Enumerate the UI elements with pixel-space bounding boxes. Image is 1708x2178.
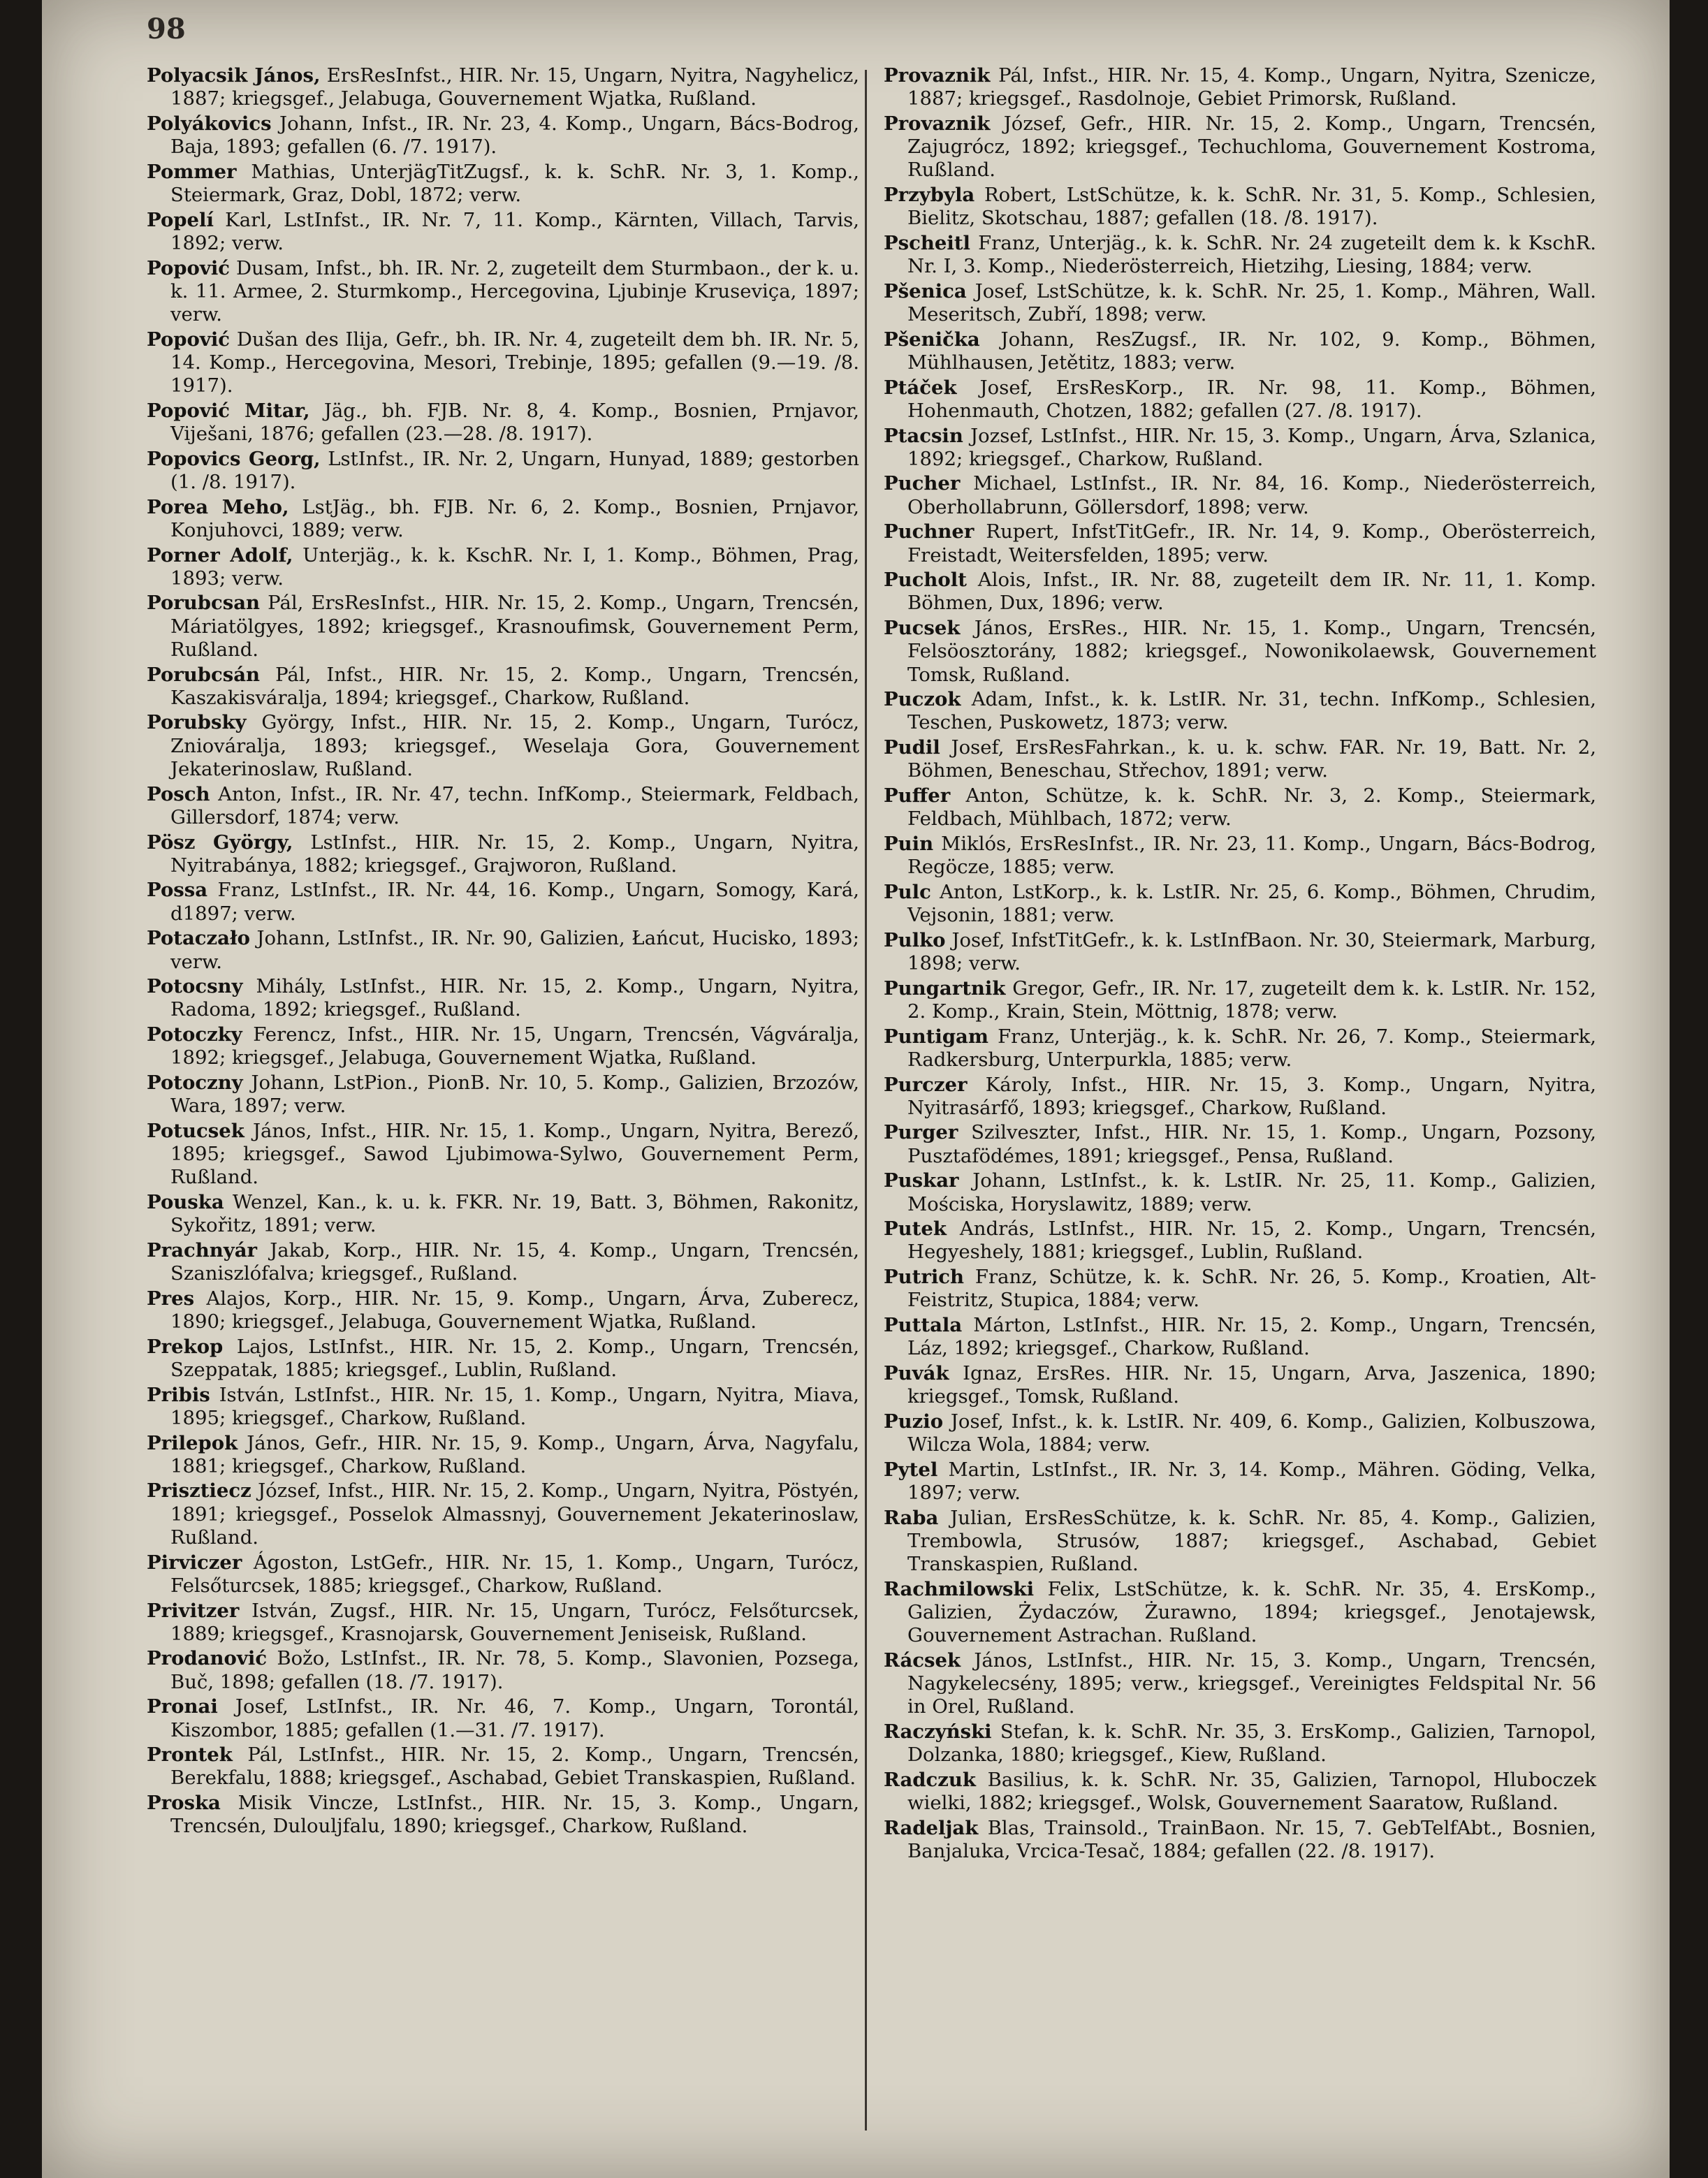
casualty-entry [884, 617, 1596, 687]
casualty-entry [884, 1218, 1596, 1264]
entry-details: Pál, Infst., HIR. Nr. 15, 4. Komp., Ungarn, Nyitra, Szenicze, 1887; kriegsgef., Rasdolnoje, Gebiet Primorsk, Rußland. [907, 64, 1596, 110]
entry-surname: Pucher [884, 472, 961, 495]
entry-surname: Puvák [884, 1361, 949, 1384]
casualty-entry [147, 328, 859, 398]
casualty-entry [884, 1314, 1596, 1360]
casualty-entry [884, 1578, 1596, 1648]
entry-details: Pál, ErsResInfst., HIR. Nr. 15, 2. Komp., Ungarn, Trencsén, Máriatölgyes, 1892; kriegsgef., Krasnoufimsk, Gouvernement Perm, Rußland. [170, 592, 860, 661]
casualty-entry [884, 929, 1596, 975]
entry-surname: Puin [884, 833, 934, 855]
casualty-entry [884, 1459, 1596, 1505]
casualty-entry [884, 280, 1596, 326]
casualty-entry [147, 1072, 859, 1118]
entry-surname: Popović Mitar, [147, 399, 310, 422]
casualty-entry [147, 1600, 859, 1646]
entry-details: Basilius, k. k. SchR. Nr. 35, Galizien, Tarnopol, Hluboczek wielki, 1882; kriegsgef., Wolsk, Gouvernement Saaratow, Rußland. [907, 1768, 1597, 1815]
entry-details: Lajos, LstInfst., HIR. Nr. 15, 2. Komp., Ungarn, Trencsén, Szeppatak, 1885; kriegsgef., Lublin, Rußland. [170, 1335, 859, 1381]
entry-details: Felix, LstSchütze, k. k. SchR. Nr. 35, 4. ErsKomp., Galizien, Żydaczów, Żurawno, 1894; kriegsgef., Jenotajewsk, Gouvernement Astrachan. Rußland. [907, 1577, 1596, 1647]
entry-details: ErsResInfst., HIR. Nr. 15, Ungarn, Nyitra, Nagyhelicz, 1887; kriegsgef., Jelabuga, Gouvernement Wjatka, Rußland. [170, 64, 859, 110]
entry-surname: Przybyla [884, 184, 975, 207]
casualty-entry [147, 161, 859, 207]
entry-details: Adam, Infst., k. k. LstIR. Nr. 31, techn. InfKomp., Schlesien, Teschen, Puskowetz, 1873; verw. [907, 688, 1596, 734]
entry-surname: Potoczny [147, 1072, 243, 1095]
entry-surname: Prisztiecz [147, 1479, 251, 1503]
casualty-entry [884, 232, 1596, 278]
entry-surname: Putrich [884, 1266, 965, 1289]
entry-details: Ferencz, Infst., HIR. Nr. 15, Ungarn, Trencsén, Vágváralja, 1892; kriegsgef., Jelabuga, Gouvernement Wjatka, Rußland. [170, 1023, 859, 1069]
casualty-entry [884, 569, 1596, 615]
casualty-entry [147, 1647, 859, 1693]
casualty-entry [884, 784, 1596, 831]
entry-surname: Purczer [884, 1073, 968, 1096]
entry-surname: Prilepok [147, 1431, 238, 1454]
entry-surname: Privitzer [147, 1599, 240, 1622]
casualty-entry [147, 1695, 859, 1741]
entry-details: Franz, Unterjäg., k. k. SchR. Nr. 26, 7. Komp., Steiermark, Radkersburg, Unterpurkla, 1885; verw. [907, 1025, 1596, 1071]
entry-surname: Posch [147, 782, 210, 805]
entry-details: Pál, Infst., HIR. Nr. 15, 2. Komp., Ungarn, Trencsén, Kaszakisváralja, 1894; kriegsgef., Charkow, Rußland. [170, 663, 860, 709]
entry-surname: Porubsky [147, 711, 247, 734]
entry-details: Miklós, ErsResInfst., IR. Nr. 23, 11. Komp., Ungarn, Bács-Bodrog, Regöcze, 1885; verw. [907, 833, 1596, 879]
entry-surname: Pouska [147, 1191, 224, 1214]
entry-details: János, ErsRes., HIR. Nr. 15, 1. Komp., Ungarn, Trencsén, Felsöosztorány, 1882; kriegsgef., Nowonikolaewsk, Gouvernement Tomsk, Rußland. [907, 617, 1596, 686]
entry-surname: Provaznik [884, 112, 991, 135]
entry-details: Misik Vincze, LstInfst., HIR. Nr. 15, 3. Komp., Ungarn, Trencsén, Dulouljfalu, 1890; kriegsgef., Charkow, Rußland. [170, 1792, 859, 1838]
entry-surname: Polyákovics [147, 112, 272, 135]
entry-surname: Pungartnik [884, 977, 1006, 1000]
entry-surname: Radeljak [884, 1816, 979, 1839]
entry-details: Mihály, LstInfst., HIR. Nr. 15, 2. Komp., Ungarn, Nyitra, Radoma, 1892; kriegsgef., Rußland. [170, 975, 859, 1021]
casualty-entry [884, 328, 1596, 374]
casualty-entry [884, 1649, 1596, 1719]
casualty-entry [147, 257, 859, 327]
entry-details: Dušan des Ilija, Gefr., bh. IR. Nr. 4, zugeteilt dem bh. IR. Nr. 5, 14. Komp., Hercegovina, Mesori, Trebinje, 1895; gefallen (9.—19. /8. 1917). [170, 328, 859, 397]
entry-details: Márton, LstInfst., HIR. Nr. 15, 2. Komp., Ungarn, Trencsén, Láz, 1892; kriegsgef., Charkow, Rußland. [907, 1314, 1596, 1360]
entry-surname: Prontek [147, 1744, 233, 1767]
entry-surname: Pösz György, [147, 831, 293, 854]
entry-details: Josef, ErsResKorp., IR. Nr. 98, 11. Komp., Böhmen, Hohenmauth, Chotzen, 1882; gefallen (27. /8. 1917). [907, 376, 1596, 422]
entry-surname: Potucsek [147, 1119, 244, 1142]
entry-details: Johann, LstInfst., k. k. LstIR. Nr. 25, 11. Komp., Galizien, Mościska, Horyslawitz, 1889; verw. [907, 1169, 1597, 1215]
casualty-entry [147, 783, 859, 829]
entry-details: Unterjäg., k. k. KschR. Nr. I, 1. Komp., Böhmen, Prag, 1893; verw. [170, 543, 859, 590]
casualty-entry [884, 1169, 1596, 1215]
entry-surname: Raczyński [884, 1720, 992, 1744]
entry-details: Jakab, Korp., HIR. Nr. 15, 4. Komp., Ungarn, Trencsén, Szaniszlófalva; kriegsgef., Rußland. [170, 1238, 859, 1285]
entry-details: Károly, Infst., HIR. Nr. 15, 3. Komp., Ungarn, Nyitra, Nyitrasárfő, 1893; kriegsgef., Charkow, Rußland. [907, 1073, 1596, 1119]
entry-surname: Porea Meho, [147, 495, 289, 518]
casualty-entry [147, 64, 859, 110]
entry-surname: Pulc [884, 880, 931, 903]
entry-surname: Puzio [884, 1410, 944, 1433]
entry-surname: Puntigam [884, 1025, 988, 1048]
entry-details: Josef, Infst., k. k. LstIR. Nr. 409, 6. Komp., Galizien, Kolbuszowa, Wilcza Wola, 1884; verw. [907, 1410, 1596, 1456]
entry-surname: Pucsek [884, 617, 961, 640]
entry-details: József, Infst., HIR. Nr. 15, 2. Komp., Ungarn, Nyitra, Pöstyén, 1891; kriegsgef., Posselok Almassnyj, Gouvernement Jekaterinoslaw, Rußland. [170, 1479, 859, 1549]
casualty-entry [147, 975, 859, 1021]
casualty-entry [884, 1817, 1596, 1863]
entry-details: Szilveszter, Infst., HIR. Nr. 15, 1. Komp., Ungarn, Pozsony, Pusztafödémes, 1891; kriegsgef., Pensa, Rußland. [907, 1121, 1597, 1167]
entry-surname: Ptacsin [884, 424, 963, 447]
entry-surname: Pres [147, 1287, 195, 1310]
entry-surname: Rachmilowski [884, 1577, 1035, 1600]
entry-surname: Prodanović [147, 1647, 268, 1670]
casualty-entry [147, 209, 859, 255]
entry-surname: Pudil [884, 736, 940, 759]
entry-surname: Puffer [884, 784, 951, 807]
casualty-entry [147, 1023, 859, 1069]
casualty-entry [147, 448, 859, 494]
casualty-entry [147, 1191, 859, 1237]
right-column [884, 64, 1596, 1865]
entry-details: György, Infst., HIR. Nr. 15, 2. Komp., Ungarn, Turócz, Zniováralja, 1893; kriegsgef., Weselaja Gora, Gouvernement Jekaterinoslaw, Rußland. [170, 711, 859, 780]
casualty-entry [884, 1507, 1596, 1577]
entry-surname: Puskar [884, 1169, 959, 1192]
casualty-entry [147, 1479, 859, 1549]
entry-surname: Porubcsan [147, 592, 261, 615]
entry-surname: Rácsek [884, 1649, 961, 1672]
entry-surname: Raba [884, 1506, 939, 1529]
casualty-entry [147, 1239, 859, 1285]
entry-details: Anton, Infst., IR. Nr. 47, techn. InfKomp., Steiermark, Feldbach, Gillersdorf, 1874; verw. [170, 782, 860, 828]
casualty-entry [884, 377, 1596, 423]
entry-surname: Popović [147, 328, 231, 351]
casualty-entry [884, 977, 1596, 1023]
entry-details: Anton, Schütze, k. k. SchR. Nr. 3, 2. Komp., Steiermark, Feldbach, Mühlbach, 1872; verw. [907, 784, 1596, 831]
entry-details: Franz, Unterjäg., k. k. SchR. Nr. 24 zugeteilt dem k. k KschR. Nr. I, 3. Komp., Niederösterreich, Hietzihg, Liesing, 1884; verw. [907, 231, 1596, 278]
casualty-entry [147, 1432, 859, 1478]
entry-details: Anton, LstKorp., k. k. LstIR. Nr. 25, 6. Komp., Böhmen, Chrudim, Vejsonin, 1881; verw. [907, 880, 1596, 927]
casualty-entry [147, 592, 859, 662]
entry-details: Mathias, UnterjägTitZugsf., k. k. SchR. Nr. 3, 1. Komp., Steiermark, Graz, Dobl, 1872; verw. [170, 160, 859, 207]
column-divider [865, 70, 867, 2131]
casualty-entry [884, 112, 1596, 182]
entry-surname: Pulko [884, 928, 946, 951]
casualty-entry [147, 1384, 859, 1430]
entry-surname: Radczuk [884, 1768, 976, 1791]
entry-surname: Pucholt [884, 569, 967, 592]
entry-surname: Provaznik [884, 64, 991, 87]
casualty-entry [147, 1551, 859, 1598]
casualty-entry [884, 1362, 1596, 1408]
left-column [147, 64, 859, 1840]
entry-surname: Porubcsán [147, 663, 261, 686]
entry-details: János, LstInfst., HIR. Nr. 15, 3. Komp., Ungarn, Trencsén, Nagykelecsény, 1895; verw., kriegsgef., Vereinigtes Feldspital Nr. 56 in Orel, Rußland. [907, 1649, 1596, 1718]
casualty-entry [884, 1266, 1596, 1312]
entry-surname: Polyacsik János, [147, 64, 321, 87]
entry-details: János, Gefr., HIR. Nr. 15, 9. Komp., Ungarn, Árva, Nagyfalu, 1881; kriegsgef., Charkow, Rußland. [170, 1431, 859, 1477]
entry-surname: Possa [147, 879, 208, 902]
entry-details: Pál, LstInfst., HIR. Nr. 15, 2. Komp., Ungarn, Trencsén, Berekfalu, 1888; kriegsgef., Aschabad, Gebiet Transkaspien, Rußland. [170, 1744, 859, 1790]
entry-details: Ágoston, LstGefr., HIR. Nr. 15, 1. Komp., Ungarn, Turócz, Felsőturcsek, 1885; kriegsgef., Charkow, Rußland. [170, 1551, 860, 1597]
entry-surname: Potaczało [147, 927, 250, 950]
casualty-entry [884, 472, 1596, 518]
casualty-entry [147, 112, 859, 159]
casualty-entry [884, 736, 1596, 782]
casualty-entry [147, 496, 859, 542]
entry-details: Josef, ErsResFahrkan., k. u. k. schw. FAR. Nr. 19, Batt. Nr. 2, Böhmen, Beneschau, Střechov, 1891; verw. [907, 736, 1596, 782]
entry-details: Jozsef, LstInfst., HIR. Nr. 15, 3. Komp., Ungarn, Árva, Szlanica, 1892; kriegsgef., Charkow, Rußland. [907, 424, 1596, 470]
entry-surname: Proska [147, 1792, 221, 1815]
casualty-entry [884, 1410, 1596, 1456]
casualty-entry [884, 688, 1596, 734]
entry-details: István, LstInfst., HIR. Nr. 15, 1. Komp., Ungarn, Nyitra, Miava, 1895; kriegsgef., Charkow, Rußland. [170, 1383, 859, 1429]
entry-surname: Popovics Georg, [147, 447, 321, 470]
entry-details: Michael, LstInfst., IR. Nr. 84, 16. Komp., Niederösterreich, Oberhollabrunn, Göllersdorf, 1898; verw. [907, 472, 1596, 518]
entry-details: Dusam, Infst., bh. IR. Nr. 2, zugeteilt dem Sturmbaon., der k. u. k. 11. Armee, 2. Sturmkomp., Hercegovina, Ljubinje Kruseviça, 1897; verw. [170, 256, 859, 326]
casualty-entry [884, 833, 1596, 879]
entry-surname: Pšenička [884, 328, 980, 351]
entry-surname: Ptáček [884, 376, 957, 399]
entry-details: Ignaz, ErsRes. HIR. Nr. 15, Ungarn, Arva, Jaszenica, 1890; kriegsgef., Tomsk, Rußland. [907, 1361, 1597, 1408]
casualty-entry [884, 1074, 1596, 1120]
entry-surname: Pšenica [884, 279, 967, 302]
page-number: 98 [147, 13, 186, 45]
entry-surname: Pribis [147, 1383, 210, 1406]
entry-details: Franz, LstInfst., IR. Nr. 44, 16. Komp., Ungarn, Somogy, Kará, d1897; verw. [170, 879, 859, 925]
entry-details: Johann, LstInfst., IR. Nr. 90, Galizien, Łańcut, Hucisko, 1893; verw. [170, 927, 859, 973]
entry-surname: Pommer [147, 160, 237, 183]
casualty-entry [147, 1792, 859, 1838]
casualty-entry [147, 1744, 859, 1790]
document-page [42, 0, 1670, 2178]
casualty-entry [147, 711, 859, 781]
entry-details: János, Infst., HIR. Nr. 15, 1. Komp., Ungarn, Nyitra, Berező, 1895; kriegsgef., Sawod Ljubimowa-Sylwo, Gouvernement Perm, Rußland. [170, 1119, 859, 1189]
entry-surname: Pirviczer [147, 1551, 242, 1574]
entry-details: István, Zugsf., HIR. Nr. 15, Ungarn, Turócz, Felsőturcsek, 1889; kriegsgef., Krasnojarsk, Gouvernement Jeniseisk, Rußland. [170, 1599, 860, 1645]
entry-details: Rupert, InfstTitGefr., IR. Nr. 14, 9. Komp., Oberösterreich, Freistadt, Weitersfelden, 1895; verw. [907, 520, 1596, 567]
entry-details: András, LstInfst., HIR. Nr. 15, 2. Komp., Ungarn, Trencsén, Hegyeshely, 1881; kriegsgef., Lublin, Rußland. [907, 1218, 1596, 1264]
entry-details: Robert, LstSchütze, k. k. SchR. Nr. 31, 5. Komp., Schlesien, Bielitz, Skotschau, 1887; gefallen (18. /8. 1917). [907, 184, 1597, 230]
entry-surname: Prachnyár [147, 1238, 258, 1262]
entry-surname: Pscheitl [884, 231, 970, 254]
casualty-entry [884, 184, 1596, 230]
entry-surname: Putek [884, 1218, 947, 1241]
entry-details: Josef, InfstTitGefr., k. k. LstInfBaon. Nr. 30, Steiermark, Marburg, 1898; verw. [907, 928, 1596, 975]
entry-details: Johann, Infst., IR. Nr. 23, 4. Komp., Ungarn, Bács-Bodrog, Baja, 1893; gefallen (6. /7. 1917). [170, 112, 859, 159]
casualty-entry [147, 664, 859, 710]
casualty-entry [884, 1025, 1596, 1072]
entry-details: Jäg., bh. FJB. Nr. 8, 4. Komp., Bosnien, Prnjavor, Viješani, 1876; gefallen (23.—28. /8. 1917). [170, 399, 859, 446]
casualty-entry [147, 879, 859, 925]
entry-surname: Puczok [884, 688, 961, 711]
casualty-entry [147, 544, 859, 590]
entry-details: Franz, Schütze, k. k. SchR. Nr. 26, 5. Komp., Kroatien, Alt-Feistritz, Stupica, 1884; verw. [907, 1266, 1597, 1312]
entry-surname: Puchner [884, 520, 975, 543]
entry-details: Julian, ErsResSchütze, k. k. SchR. Nr. 85, 4. Komp., Galizien, Trembowla, Strusów, 1887; kriegsgef., Aschabad, Gebiet Transkaspien, Rußland. [907, 1506, 1596, 1576]
casualty-entry [147, 400, 859, 446]
entry-details: LstInfst., IR. Nr. 2, Ungarn, Hunyad, 1889; gestorben (1. /8. 1917). [170, 447, 859, 493]
casualty-entry [884, 520, 1596, 567]
entry-surname: Potocsny [147, 975, 243, 998]
entry-details: Alois, Infst., IR. Nr. 88, zugeteilt dem IR. Nr. 11, 1. Komp. Böhmen, Dux, 1896; verw. [907, 569, 1596, 615]
entry-surname: Potoczky [147, 1023, 242, 1046]
entry-surname: Pytel [884, 1458, 938, 1481]
entry-details: Blas, Trainsold., TrainBaon. Nr. 15, 7. GebTelfAbt., Bosnien, Banjaluka, Vrcica-Tesač, 1884; gefallen (22. /8. 1917). [907, 1816, 1596, 1863]
casualty-entry [884, 425, 1596, 471]
entry-details: Johann, LstPion., PionB. Nr. 10, 5. Komp., Galizien, Brzozów, Wara, 1897; verw. [170, 1072, 860, 1118]
entry-surname: Popelí [147, 208, 214, 231]
casualty-entry [884, 1121, 1596, 1167]
entry-details: Stefan, k. k. SchR. Nr. 35, 3. ErsKomp., Galizien, Tarnopol, Dolzanka, 1880; kriegsgef., Kiew, Rußland. [907, 1720, 1596, 1767]
entry-details: Alajos, Korp., HIR. Nr. 15, 9. Komp., Ungarn, Árva, Zuberecz, 1890; kriegsgef., Jelabuga, Gouvernement Wjatka, Rußland. [170, 1287, 859, 1333]
entry-surname: Purger [884, 1121, 958, 1144]
entry-details: Karl, LstInfst., IR. Nr. 7, 11. Komp., Kärnten, Villach, Tarvis, 1892; verw. [170, 208, 860, 254]
entry-surname: Popović [147, 256, 231, 279]
entry-details: LstInfst., HIR. Nr. 15, 2. Komp., Ungarn, Nyitra, Nyitrabánya, 1882; kriegsgef., Grajworon, Rußland. [170, 831, 859, 877]
casualty-entry [884, 1720, 1596, 1767]
entry-details: Martin, LstInfst., IR. Nr. 3, 14. Komp., Mähren. Göding, Velka, 1897; verw. [907, 1458, 1596, 1504]
casualty-entry [884, 64, 1596, 110]
entry-details: Josef, LstInfst., IR. Nr. 46, 7. Komp., Ungarn, Torontál, Kiszombor, 1885; gefallen (1.—31. /7. 1917). [170, 1695, 859, 1741]
entry-surname: Pronai [147, 1695, 218, 1718]
casualty-entry [147, 1336, 859, 1382]
entry-details: Josef, LstSchütze, k. k. SchR. Nr. 25, 1. Komp., Mähren, Wall. Meseritsch, Zubří, 1898; verw. [907, 279, 1596, 326]
casualty-entry [147, 1287, 859, 1333]
casualty-entry [884, 1769, 1596, 1815]
entry-details: Wenzel, Kan., k. u. k. FKR. Nr. 19, Batt. 3, Böhmen, Rakonitz, Sykořitz, 1891; verw. [170, 1191, 859, 1237]
entry-surname: Porner Adolf, [147, 543, 293, 567]
entry-details: LstJäg., bh. FJB. Nr. 6, 2. Komp., Bosnien, Prnjavor, Konjuhovci, 1889; verw. [170, 495, 859, 541]
casualty-entry [147, 831, 859, 877]
entry-details: Gregor, Gefr., IR. Nr. 17, zugeteilt dem k. k. LstIR. Nr. 152, 2. Komp., Krain, Stein, Möttnig, 1878; verw. [907, 977, 1596, 1023]
entry-details: József, Gefr., HIR. Nr. 15, 2. Komp., Ungarn, Trencsén, Zajugrócz, 1892; kriegsgef., Techuchloma, Gouvernement Kostroma, Rußland. [907, 112, 1596, 182]
entry-details: Johann, ResZugsf., IR. Nr. 102, 9. Komp., Böhmen, Mühlhausen, Jetětitz, 1883; verw. [907, 328, 1596, 374]
casualty-entry [147, 1120, 859, 1190]
entry-surname: Prekop [147, 1335, 224, 1358]
casualty-entry [884, 881, 1596, 927]
entry-surname: Puttala [884, 1314, 963, 1337]
entry-details: Božo, LstInfst., IR. Nr. 78, 5. Komp., Slavonien, Pozsega, Buč, 1898; gefallen (18. /7. 1917). [170, 1647, 859, 1693]
casualty-entry [147, 927, 859, 973]
